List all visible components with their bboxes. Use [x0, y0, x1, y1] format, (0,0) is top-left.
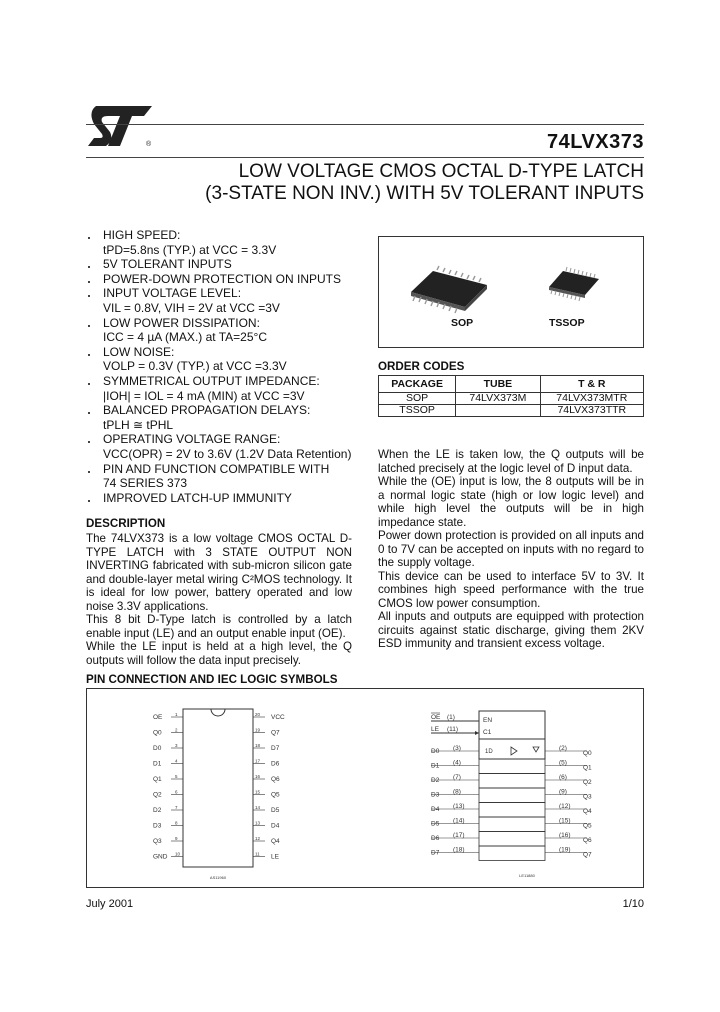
feature-item: IMPROVED LATCH-UP IMMUNITY: [86, 491, 368, 506]
sop-chip-icon: [411, 266, 487, 313]
dip-pin-number: 10: [175, 851, 181, 857]
feature-detail: VIL = 0.8V, VIH = 2V at VCC =3V: [103, 300, 280, 315]
dip-pin-number: 19: [255, 727, 261, 733]
oe-label: OE: [431, 714, 441, 721]
iec-output-label: Q0: [583, 750, 592, 757]
feature-detail: |IOH| = IOL = 4 mA (MIN) at VCC =3V: [103, 388, 305, 403]
iec-input-label: D0: [431, 748, 440, 755]
footer-page: 1/10: [622, 898, 644, 910]
feature-detail: 74 SERIES 373: [103, 476, 188, 491]
dip-pin-label-left: Q0: [153, 729, 162, 737]
iec-input-label: D3: [431, 791, 440, 799]
order-codes-table: [378, 375, 644, 417]
le-label: LE: [431, 726, 439, 733]
dip-pin-label-left: Q3: [153, 838, 162, 845]
iec-figure-code: LE11880: [519, 873, 535, 878]
dip-pin-label-left: GND: [153, 853, 168, 861]
oe-pin: (1): [447, 714, 455, 721]
iec-input-label: D7: [431, 849, 440, 857]
table-cell: 74LVX373M: [456, 393, 540, 405]
description-paragraph: This 8 bit D-Type latch is controlled by a latch enable input (LE) and an output enable input (OE).: [86, 613, 352, 640]
iec-input-pin: (7): [453, 774, 461, 781]
feature-item: SYMMETRICAL OUTPUT IMPEDANCE:: [86, 374, 368, 389]
dip-pin-label-right: LE: [271, 853, 279, 861]
iec-output-pin: (9): [559, 788, 567, 796]
dip-figure-code: AS11960: [209, 875, 227, 880]
dip-pin-label-left: OE: [153, 714, 163, 721]
dip-pin-number: 3: [175, 743, 178, 748]
dip-pin-label-left: D3: [153, 822, 162, 830]
iec-output-pin: (5): [559, 759, 567, 767]
title-line-2: (3-STATE NON INV.) WITH 5V TOLERANT INPUTS: [205, 183, 644, 204]
title-rule: [86, 157, 644, 158]
iec-input-pin: (3): [453, 745, 461, 752]
dip-pin-number: 9: [175, 836, 178, 841]
feature-item: INPUT VOLTAGE LEVEL:: [86, 286, 368, 301]
iec-output-pin: (12): [559, 803, 571, 810]
iec-output-label: Q3: [583, 793, 592, 801]
dip-pin-label-left: D0: [153, 745, 162, 752]
feature-list: [86, 228, 368, 505]
dip-pin-number: 11: [255, 851, 260, 857]
header-rule: [86, 124, 644, 125]
dip-pin-label-right: D4: [271, 822, 280, 830]
dip-pin-number: 14: [255, 805, 261, 810]
dip-pin-number: 5: [175, 774, 178, 779]
table-cell: [456, 405, 540, 417]
iec-logic-symbol: [431, 711, 592, 878]
le-pin: (11): [447, 726, 459, 733]
right-paragraph: All inputs and outputs are equipped with protection circuits against static discharge, giving them 2KV ESD immunity and transient excess voltage.: [378, 610, 644, 650]
iec-output-pin: (19): [559, 846, 571, 854]
right-description: [378, 448, 644, 651]
description-paragraph: While the LE input is held at a high level, the Q outputs will follow the data input precisely.: [86, 640, 352, 667]
tssop-chip-icon: [549, 267, 599, 301]
iec-input-label: D6: [431, 835, 440, 842]
title-line-1: LOW VOLTAGE CMOS OCTAL D-TYPE LATCH: [238, 161, 644, 182]
feature-item: PIN AND FUNCTION COMPATIBLE WITH: [86, 462, 368, 477]
iec-output-pin: (2): [559, 745, 567, 752]
c1-label: C1: [483, 729, 492, 736]
feature-detail: VOLP = 0.3V (TYP.) at VCC =3.3V: [103, 359, 287, 374]
dip-pin-label-right: D6: [271, 760, 280, 768]
dip-pin-label-right: Q4: [271, 838, 280, 845]
en-label: EN: [483, 717, 493, 724]
table-cell: 74LVX373MTR: [540, 393, 643, 405]
package-chips-icon: [379, 237, 643, 347]
table-cell: SOP: [379, 393, 456, 405]
dip-pin-label-left: D2: [153, 807, 162, 814]
iec-input-label: D5: [431, 820, 440, 828]
dip-pin-label-right: VCC: [271, 714, 285, 721]
feature-item: 5V TOLERANT INPUTS: [86, 257, 368, 272]
pin-diagram-box: [86, 688, 644, 888]
dip-pin-label-right: D5: [271, 807, 280, 814]
feature-detail: tPLH ≅ tPHL: [103, 417, 174, 432]
description-body: [86, 532, 352, 667]
order-codes-heading: ORDER CODES: [378, 360, 465, 373]
dip-pin-number: 12: [255, 836, 261, 841]
pin-diagrams: [87, 689, 643, 887]
dip-pin-number: 16: [255, 774, 261, 779]
iec-output-label: Q2: [583, 779, 592, 786]
dip-pin-label-right: Q7: [271, 729, 280, 737]
description-heading: DESCRIPTION: [86, 517, 166, 530]
iec-output-pin: (16): [559, 832, 571, 839]
dip-pin-number: 6: [175, 789, 178, 795]
feature-detail: tPD=5.8ns (TYP.) at VCC = 3.3V: [103, 242, 277, 257]
right-paragraph: Power down protection is provided on all inputs and 0 to 7V can be accepted on inputs with no regard to the supply voltage.: [378, 529, 644, 569]
iec-input-label: D4: [431, 806, 440, 813]
table-cell: 74LVX373TTR: [540, 405, 643, 417]
iec-input-pin: (17): [453, 832, 465, 839]
dip-pin-label-right: Q5: [271, 791, 280, 799]
dip-pin-number: 7: [175, 805, 178, 810]
iec-output-label: Q7: [583, 851, 592, 859]
footer-date: July 2001: [86, 898, 134, 910]
feature-item: POWER-DOWN PROTECTION ON INPUTS: [86, 272, 368, 287]
dip-pin-number: 15: [255, 789, 261, 795]
iec-input-pin: (4): [453, 759, 461, 767]
iec-output-pin: (15): [559, 817, 571, 825]
feature-item: OPERATING VOLTAGE RANGE:: [86, 432, 368, 447]
description-paragraph: The 74LVX373 is a low voltage CMOS OCTAL D-TYPE LATCH with 3 STATE OUTPUT NON INVERTING fabricated with sub-micron silicon gate and double-layer metal wiring C²MOS technology. It is ideal for low power, battery operated and low noise 3.3V applications.: [86, 532, 352, 613]
dip-pin-number: 20: [255, 712, 261, 717]
iec-output-label: Q4: [583, 808, 592, 815]
iec-output-label: Q1: [583, 764, 592, 772]
right-paragraph: When the LE is taken low, the Q outputs will be latched precisely at the logic level of D input data.: [378, 448, 644, 475]
iec-input-pin: (18): [453, 846, 465, 854]
right-paragraph: This device can be used to interface 5V to 3V. It combines high speed performance with the true CMOS low power consumption.: [378, 569, 644, 610]
table-row: [379, 405, 644, 417]
dip-pin-label-left: Q2: [153, 791, 162, 799]
dip-pin-number: 4: [175, 758, 178, 764]
dip-pin-number: 17: [255, 758, 261, 764]
iec-output-pin: (6): [559, 774, 567, 781]
feature-item: LOW NOISE:: [86, 345, 368, 360]
column-header: TUBE: [456, 376, 540, 393]
right-paragraph: While the (OE) input is low, the 8 outputs will be in a normal logic state (high or low logic level) and while high level the outputs will be in high impedance state.: [378, 475, 644, 529]
dip-pin-label-right: Q6: [271, 776, 280, 783]
feature-item: BALANCED PROPAGATION DELAYS:: [86, 403, 368, 418]
dip-pin-label-right: D7: [271, 745, 280, 752]
iec-input-label: D2: [431, 777, 440, 784]
feature-detail: ICC = 4 µA (MAX.) at TA=25°C: [103, 330, 267, 345]
iec-input-label: D1: [431, 762, 440, 770]
iec-output-label: Q6: [583, 837, 592, 844]
dip-pin-number: 2: [175, 727, 178, 733]
iec-output-label: Q5: [583, 822, 592, 830]
part-number: 74LVX373: [546, 131, 644, 153]
iec-input-pin: (8): [453, 788, 461, 796]
feature-item: HIGH SPEED:: [86, 228, 368, 243]
package-images-box: [378, 236, 644, 348]
iec-input-pin: (14): [453, 817, 465, 825]
column-header: T & R: [540, 376, 643, 393]
dip-pin-label-left: Q1: [153, 776, 162, 783]
dip-pin-number: 13: [255, 820, 261, 826]
dip-package-diagram: [153, 709, 285, 880]
dip-pin-label-left: D1: [153, 760, 162, 768]
column-header: PACKAGE: [379, 376, 456, 393]
table-cell: TSSOP: [379, 405, 456, 417]
dip-pin-number: 8: [175, 820, 178, 826]
d1-label: 1D: [485, 749, 493, 755]
dip-pin-number: 18: [255, 743, 261, 748]
sop-label: SOP: [451, 317, 474, 329]
st-logo-icon: [86, 102, 156, 150]
table-row: [379, 393, 644, 405]
logo-registered-mark: ®: [146, 141, 152, 148]
pin-section-heading: PIN CONNECTION AND IEC LOGIC SYMBOLS: [86, 673, 338, 686]
tssop-label: TSSOP: [549, 317, 585, 329]
feature-item: LOW POWER DISSIPATION:: [86, 316, 368, 331]
iec-input-pin: (13): [453, 803, 465, 810]
feature-detail: VCC(OPR) = 2V to 3.6V (1.2V Data Retention): [103, 446, 352, 461]
dip-pin-number: 1: [175, 712, 178, 717]
